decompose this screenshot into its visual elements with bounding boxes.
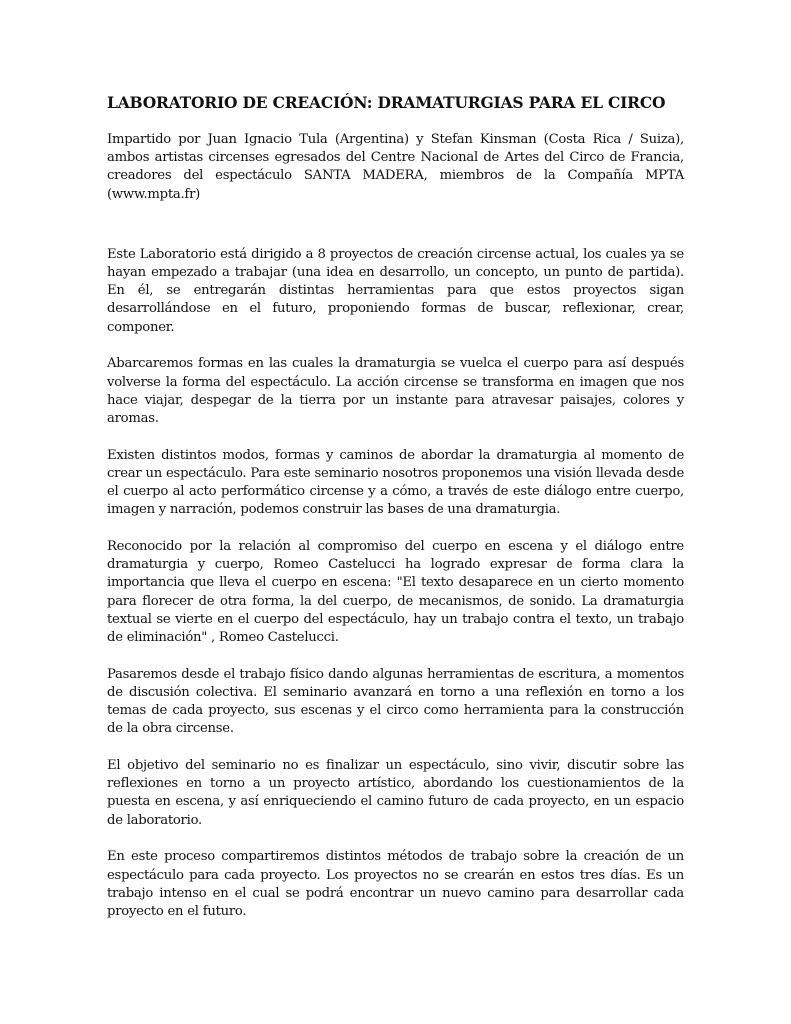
body-paragraph-4: Reconocido por la relación al compromiso del cuerpo en escena y el diálogo entre dramaturgia y cuerpo, Romeo Castelucci ha logrado expresar de forma clara la importancia que lleva el cuerpo en escena: "El texto desaparece en un cierto momento para florecer de otra forma, la del cuerpo, de mecanismos, de sonido. La dramaturgia textual se vierte en el cuerpo del espectáculo, hay un trabajo contra el texto, un trabajo de eliminación" , Romeo Castelucci.	[107, 538, 684, 645]
body-paragraph-6: El objetivo del seminario no es finalizar un espectáculo, sino vivir, discutir sobre las reflexiones en torno a un proyecto artístico, abordando los cuestionamientos de la puesta en escena, y así enriqueciendo el camino futuro de cada proyecto, en un espacio de laboratorio.	[107, 757, 684, 828]
body-paragraph-7: En este proceso compartiremos distintos métodos de trabajo sobre la creación de un espectáculo para cada proyecto. Los proyectos no se crearán en estos tres días. Es un trabajo intenso en el cual se podrá encontrar un nuevo camino para desarrollar cada proyecto en el futuro.	[107, 849, 684, 919]
body-paragraph-2: Abarcaremos formas en las cuales la dramaturgia se vuelca el cuerpo para así después volverse la forma del espectáculo. La acción circense se transforma en imagen que nos hace viajar, despegar de la tierra por un instante para atravesar paisajes, colores y aromas.	[107, 356, 684, 426]
body-paragraph-5: Pasaremos desde el trabajo físico dando algunas herramientas de escritura, a momentos de discusión colectiva. El seminario avanzará en torno a una reflexión en torno a los temas de cada proyecto, sus escenas y el circo como herramienta para la construcción de la obra circense.	[107, 666, 684, 737]
document-body	[107, 93, 684, 940]
body-paragraph-3: Existen distintos modos, formas y caminos de abordar la dramaturgia al momento de crear un espectáculo. Para este seminario nosotros proponemos una visión llevada desde el cuerpo al acto performático circense y a cómo, a través de este diálogo entre cuerpo, imagen y narración, podemos construir las bases de una dramaturgia.	[107, 447, 684, 518]
document-title: LABORATORIO DE CREACIÓN: DRAMATURGIAS PARA EL CIRCO	[107, 93, 666, 112]
body-paragraph-1: Este Laboratorio está dirigido a 8 proyectos de creación circense actual, los cuales ya se hayan empezado a trabajar (una idea en desarrollo, un concepto, un punto de partida). En él, se entregarán distintas herramientas para que estos proyectos sigan desarrollándose en el futuro, proponiendo formas de buscar, reflexionar, crear, componer.	[107, 246, 684, 335]
intro-paragraph: Impartido por Juan Ignacio Tula (Argentina) y Stefan Kinsman (Costa Rica / Suiza), ambos artistas circenses egresados del Centre Nacional de Artes del Circo de Francia, creadores del espectáculo SANTA MADERA, miembros de la Compañía MPTA (www.mpta.fr)	[107, 132, 684, 202]
